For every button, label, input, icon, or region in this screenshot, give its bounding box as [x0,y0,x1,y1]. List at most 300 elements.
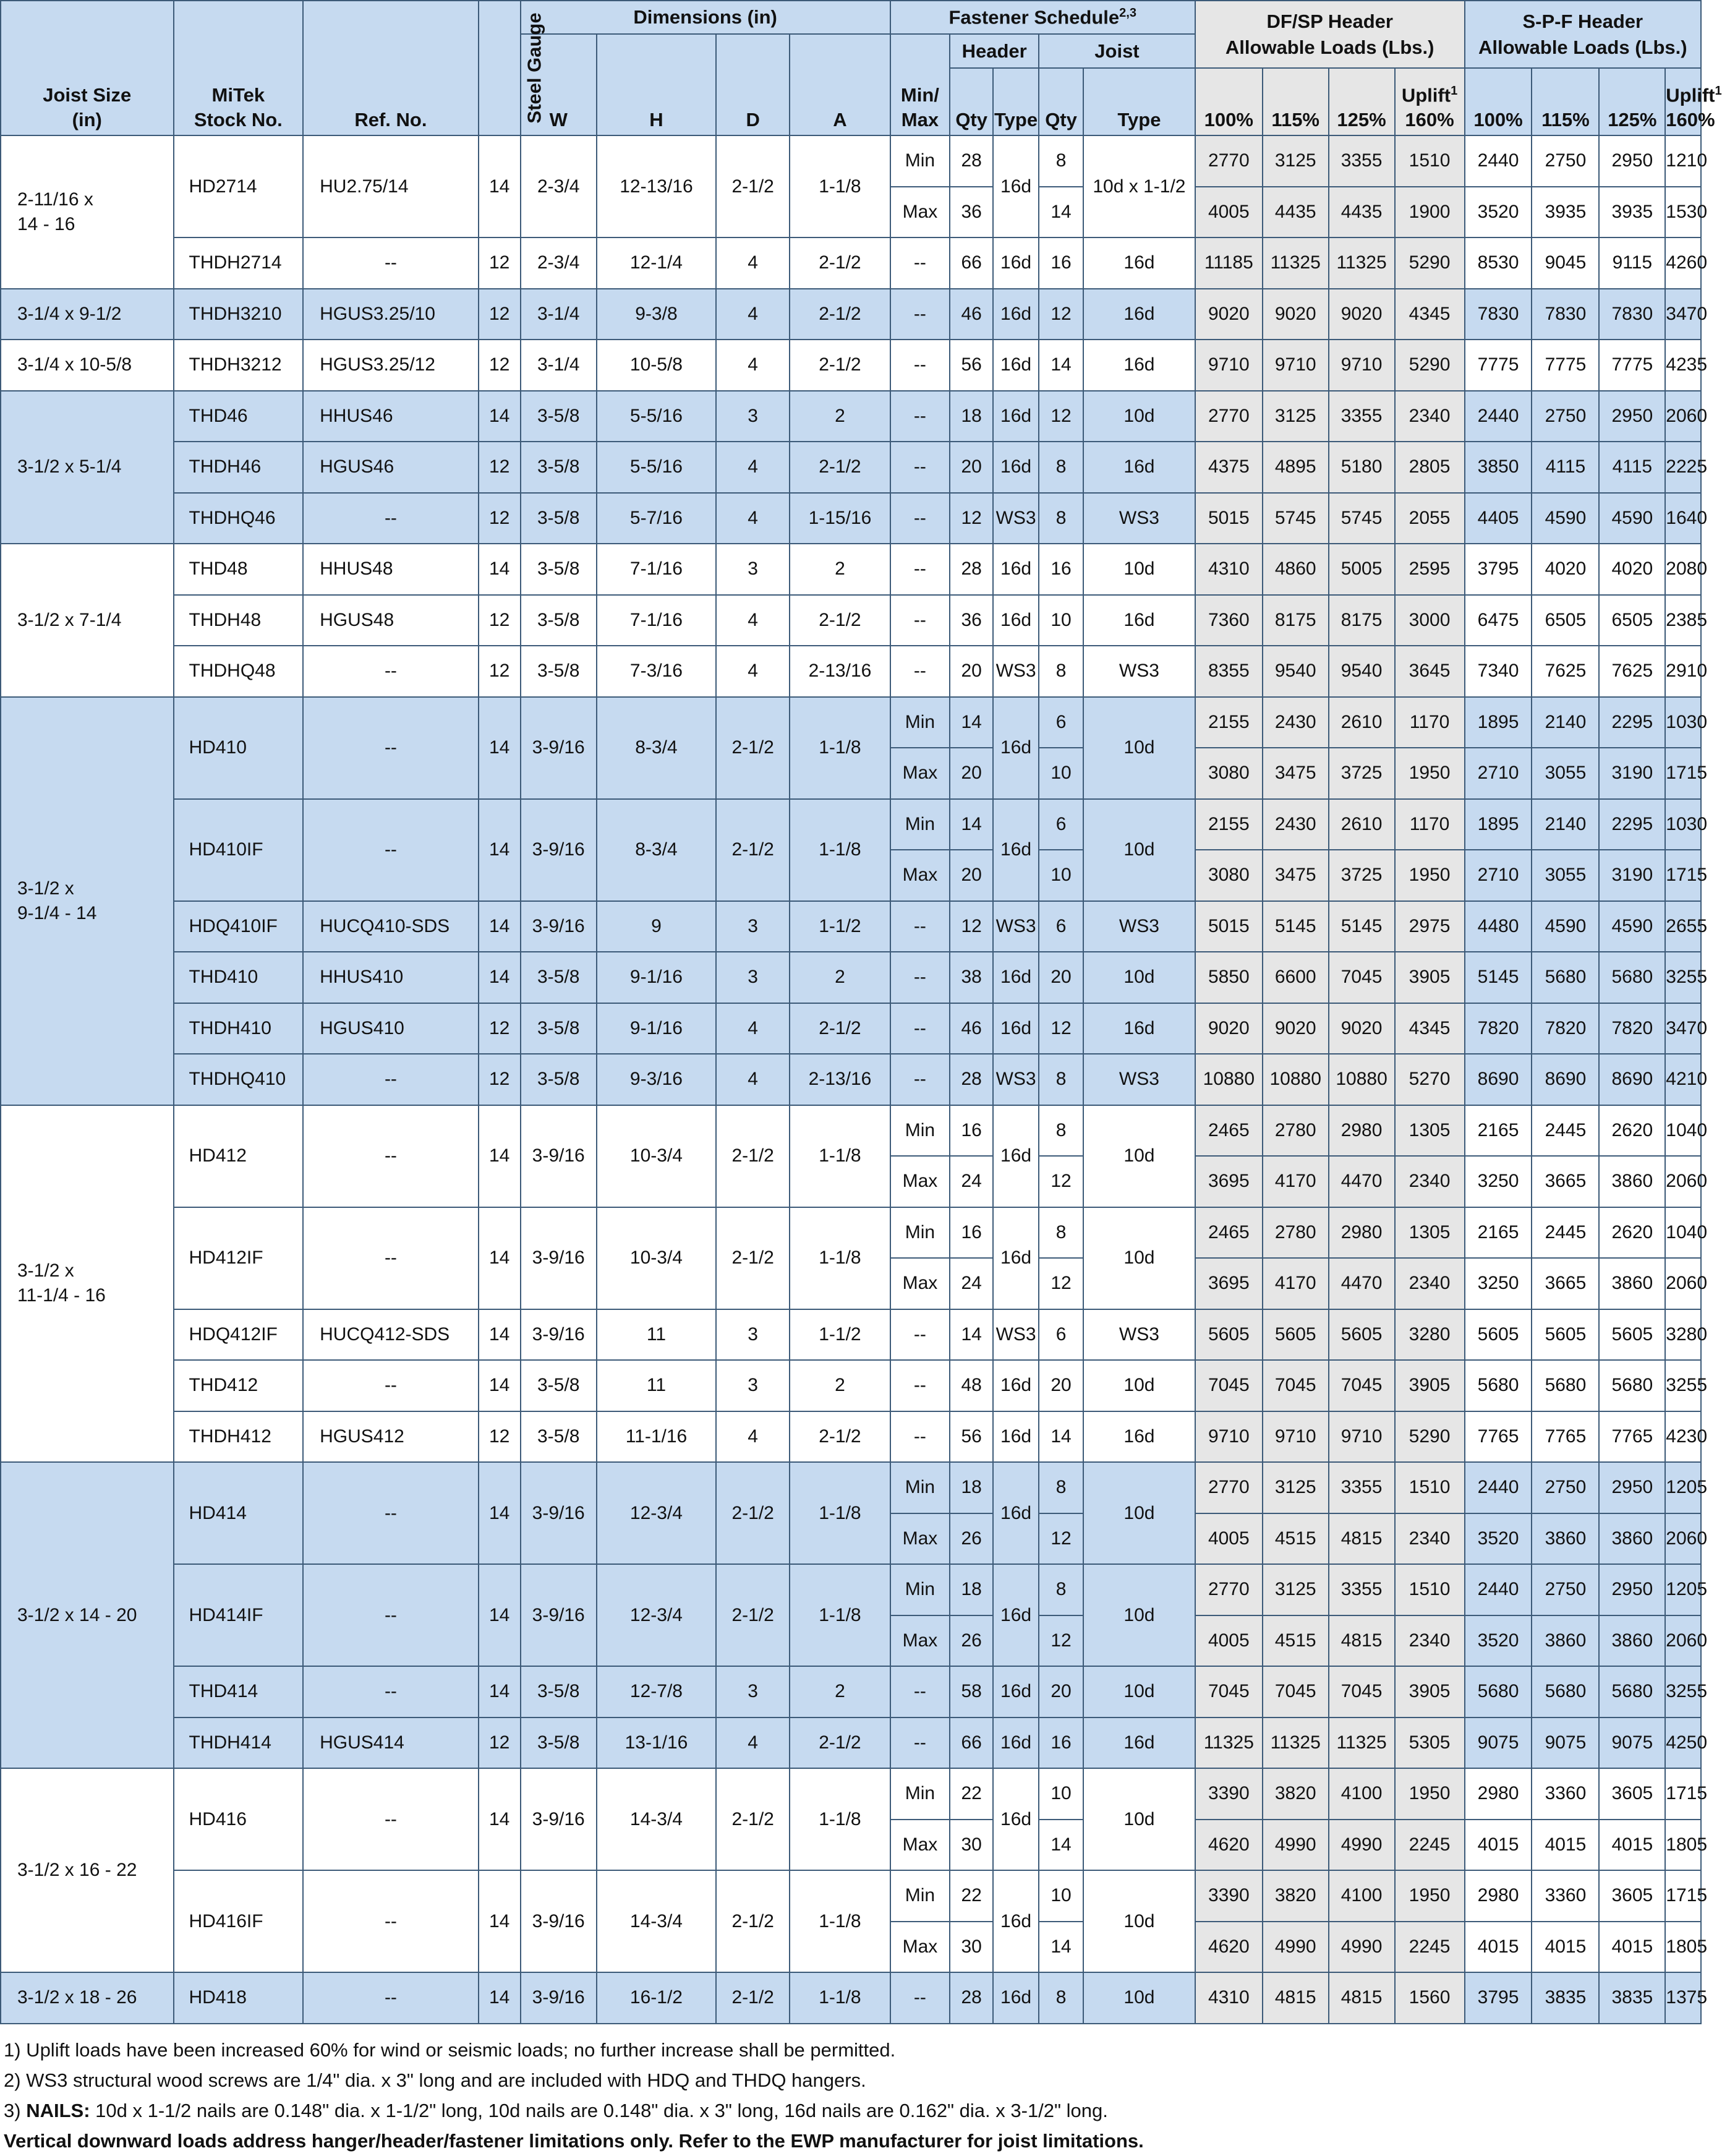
cell-df-uplift: 3280 [1395,1309,1465,1361]
cell-spf-uplift: 1715 [1665,1768,1701,1820]
cell-spf-125: 3605 [1599,1870,1665,1922]
cell-d: 3 [716,1360,790,1411]
cell-h: 12-3/4 [597,1462,716,1564]
cell-df-uplift: 3905 [1395,1666,1465,1718]
cell-steel-gauge: 14 [479,799,521,901]
cell-spf-100: 2980 [1465,1768,1532,1820]
cell-header-type: WS3 [993,1054,1039,1105]
cell-spf-100: 3520 [1465,1615,1532,1667]
cell-min-max: Min [890,1870,950,1922]
cell-h: 9-1/16 [597,952,716,1003]
cell-df-uplift: 1950 [1395,748,1465,799]
cell-spf-125: 5680 [1599,952,1665,1003]
cell-spf-125: 5605 [1599,1309,1665,1361]
col-joist-qty: Qty [1039,68,1083,135]
cell-joist-qty: 8 [1039,1564,1083,1615]
cell-df-115: 4170 [1263,1258,1329,1309]
cell-joist-type: 16d [1083,1718,1195,1769]
cell-joist-qty: 10 [1039,595,1083,646]
table-row [1,1054,1701,1105]
cell-joist-qty: 14 [1039,1922,1083,1973]
cell-df-uplift: 1950 [1395,850,1465,901]
cell-spf-100: 4015 [1465,1922,1532,1973]
cell-d: 4 [716,442,790,493]
cell-header-type: 16d [993,340,1039,391]
cell-steel-gauge: 14 [479,952,521,1003]
table-row [1,493,1701,544]
cell-df-125: 2980 [1329,1105,1395,1157]
cell-a: 2-1/2 [790,595,890,646]
cell-df-100: 2770 [1195,135,1263,187]
cell-w: 2-3/4 [521,135,597,237]
cell-d: 3 [716,1309,790,1361]
cell-ref-no: HGUS3.25/10 [303,289,479,340]
cell-min-max: Max [890,748,950,799]
cell-a: 1-1/8 [790,1870,890,1972]
cell-a: 2-13/16 [790,646,890,697]
cell-spf-100: 3850 [1465,442,1532,493]
cell-header-qty: 30 [950,1922,993,1973]
cell-spf-115: 3360 [1532,1768,1599,1820]
table-body [1,135,1708,2024]
cell-spf-100: 3795 [1465,544,1532,595]
cell-stock-no: HD2714 [174,135,304,237]
cell-h: 10-3/4 [597,1207,716,1309]
cell-ref-no: HUCQ410-SDS [303,901,479,952]
cell-df-100: 2770 [1195,1564,1263,1615]
cell-joist-qty: 20 [1039,952,1083,1003]
cell-steel-gauge: 14 [479,1462,521,1564]
cell-min-max: Min [890,1207,950,1259]
cell-df-125: 4470 [1329,1156,1395,1207]
cell-header-qty: 46 [950,289,993,340]
cell-spf-uplift: 1030 [1665,697,1701,748]
table-row [1,1003,1701,1054]
cell-joist-type: WS3 [1083,1054,1195,1105]
cell-df-115: 3820 [1263,1870,1329,1922]
cell-spf-100: 3250 [1465,1156,1532,1207]
cell-spf-uplift: 1530 [1665,187,1701,238]
cell-spf-125: 9075 [1599,1718,1665,1769]
cell-joist-qty: 10 [1039,850,1083,901]
cell-spf-100: 5145 [1465,952,1532,1003]
cell-min-max: Max [890,850,950,901]
cell-ref-no: -- [303,1054,479,1105]
cell-spf-115: 3835 [1532,1972,1599,2024]
cell-spf-125: 7775 [1599,340,1665,391]
cell-joist-size: 3-1/2 x 9-1/4 - 14 [1,697,174,1105]
cell-joist-qty: 8 [1039,493,1083,544]
group-spf-loads: S-P-F Header Allowable Loads (Lbs.) [1465,1,1701,68]
cell-spf-115: 4015 [1532,1922,1599,1973]
cell-stock-no: HD412 [174,1105,304,1207]
cell-min-max: Min [890,697,950,748]
cell-header-type: 16d [993,544,1039,595]
cell-header-type: 16d [993,391,1039,442]
cell-joist-size: 3-1/2 x 7-1/4 [1,544,174,697]
cell-joist-qty: 8 [1039,1105,1083,1157]
cell-df-100: 2770 [1195,391,1263,442]
cell-spf-100: 2165 [1465,1105,1532,1157]
cell-steel-gauge: 12 [479,289,521,340]
cell-h: 7-3/16 [597,646,716,697]
cell-joist-qty: 14 [1039,1411,1083,1463]
cell-spf-uplift: 4250 [1665,1718,1701,1769]
cell-spf-115: 2140 [1532,799,1599,850]
cell-joist-qty: 6 [1039,1309,1083,1361]
cell-h: 12-7/8 [597,1666,716,1718]
cell-ref-no: HHUS48 [303,544,479,595]
cell-w: 3-9/16 [521,1972,597,2024]
cell-spf-115: 2750 [1532,135,1599,187]
cell-h: 14-3/4 [597,1768,716,1870]
cell-header-type: 16d [993,135,1039,237]
cell-header-qty: 38 [950,952,993,1003]
cell-header-qty: 14 [950,697,993,748]
cell-spf-uplift: 1040 [1665,1207,1701,1259]
cell-header-type: 16d [993,952,1039,1003]
cell-joist-qty: 16 [1039,1718,1083,1769]
cell-header-qty: 18 [950,1462,993,1513]
cell-w: 3-5/8 [521,391,597,442]
cell-a: 2-1/2 [790,442,890,493]
table-row [1,1411,1701,1463]
cell-ref-no: HGUS412 [303,1411,479,1463]
cell-spf-115: 4020 [1532,544,1599,595]
table-row [1,1870,1701,1922]
cell-spf-uplift: 3255 [1665,952,1701,1003]
cell-h: 9-1/16 [597,1003,716,1054]
cell-df-115: 4990 [1263,1820,1329,1871]
cell-min-max: -- [890,1360,950,1411]
cell-steel-gauge: 14 [479,1105,521,1207]
cell-df-115: 2430 [1263,697,1329,748]
cell-header-qty: 48 [950,1360,993,1411]
cell-joist-qty: 12 [1039,1258,1083,1309]
cell-ref-no: HGUS46 [303,442,479,493]
cell-h: 8-3/4 [597,799,716,901]
col-df-100: 100% [1195,68,1263,135]
cell-header-qty: 58 [950,1666,993,1718]
cell-spf-uplift: 2225 [1665,442,1701,493]
cell-joist-type: 16d [1083,340,1195,391]
cell-min-max: -- [890,237,950,289]
cell-spf-uplift: 1640 [1665,493,1701,544]
cell-header-qty: 66 [950,1718,993,1769]
cell-spf-125: 2620 [1599,1105,1665,1157]
cell-joist-type: 16d [1083,1003,1195,1054]
cell-joist-qty: 14 [1039,340,1083,391]
cell-spf-uplift: 2910 [1665,646,1701,697]
cell-df-115: 7045 [1263,1666,1329,1718]
cell-stock-no: THD412 [174,1360,304,1411]
cell-steel-gauge: 14 [479,1309,521,1361]
cell-spf-uplift: 2060 [1665,391,1701,442]
cell-spf-115: 4590 [1532,493,1599,544]
cell-h: 11 [597,1309,716,1361]
cell-df-125: 3355 [1329,391,1395,442]
cell-header-qty: 56 [950,1411,993,1463]
cell-header-qty: 20 [950,442,993,493]
cell-df-115: 9710 [1263,1411,1329,1463]
table-row [1,1360,1701,1411]
cell-steel-gauge: 14 [479,901,521,952]
cell-joist-type: 10d [1083,1564,1195,1666]
cell-header-qty: 28 [950,1972,993,2024]
cell-min-max: -- [890,391,950,442]
cell-spf-125: 4015 [1599,1820,1665,1871]
cell-df-115: 4895 [1263,442,1329,493]
cell-d: 4 [716,1718,790,1769]
cell-a: 2 [790,391,890,442]
cell-a: 2-1/2 [790,237,890,289]
cell-df-100: 11185 [1195,237,1263,289]
cell-df-115: 2780 [1263,1105,1329,1157]
cell-stock-no: HDQ410IF [174,901,304,952]
col-ref-no: Ref. No. [303,1,479,135]
cell-min-max: -- [890,544,950,595]
cell-min-max: -- [890,1972,950,2024]
cell-a: 1-1/8 [790,799,890,901]
cell-stock-no: HD414 [174,1462,304,1564]
cell-min-max: Min [890,1105,950,1157]
cell-ref-no: -- [303,1666,479,1718]
cell-joist-type: 10d [1083,1462,1195,1564]
cell-spf-uplift: 3255 [1665,1666,1701,1718]
cell-h: 8-3/4 [597,697,716,799]
cell-df-uplift: 1510 [1395,135,1465,187]
cell-header-qty: 22 [950,1768,993,1820]
cell-spf-115: 3055 [1532,748,1599,799]
cell-df-uplift: 3905 [1395,952,1465,1003]
cell-w: 2-3/4 [521,237,597,289]
cell-spf-115: 7820 [1532,1003,1599,1054]
footnotes [0,2035,1705,2156]
cell-df-115: 4815 [1263,1972,1329,2024]
cell-spf-100: 2165 [1465,1207,1532,1259]
cell-spf-100: 3520 [1465,1513,1532,1565]
cell-df-125: 2610 [1329,799,1395,850]
table-row [1,340,1701,391]
cell-header-type: 16d [993,289,1039,340]
cell-a: 2 [790,952,890,1003]
cell-joist-qty: 12 [1039,391,1083,442]
cell-spf-115: 7765 [1532,1411,1599,1463]
cell-spf-115: 5680 [1532,952,1599,1003]
cell-a: 1-1/8 [790,1105,890,1207]
cell-df-100: 3390 [1195,1870,1263,1922]
cell-df-125: 7045 [1329,1360,1395,1411]
cell-joist-type: 10d [1083,1105,1195,1207]
cell-d: 2-1/2 [716,1207,790,1309]
cell-header-type: 16d [993,1462,1039,1564]
cell-stock-no: THD414 [174,1666,304,1718]
cell-steel-gauge: 12 [479,1411,521,1463]
col-a: A [790,34,890,135]
cell-spf-125: 2950 [1599,391,1665,442]
col-min-max: Min/ Max [890,34,950,135]
group-dfsp-loads: DF/SP Header Allowable Loads (Lbs.) [1195,1,1465,68]
cell-joist-type: WS3 [1083,493,1195,544]
cell-df-100: 4005 [1195,1615,1263,1667]
cell-df-uplift: 1510 [1395,1564,1465,1615]
col-df-125: 125% [1329,68,1395,135]
cell-header-type: 16d [993,442,1039,493]
cell-df-115: 9710 [1263,340,1329,391]
cell-df-100: 2155 [1195,697,1263,748]
cell-spf-100: 4480 [1465,901,1532,952]
cell-df-100: 4005 [1195,1513,1263,1565]
cell-min-max: -- [890,442,950,493]
cell-joist-type: 10d [1083,952,1195,1003]
table-header [1,1,1722,135]
cell-df-100: 9710 [1195,340,1263,391]
cell-joist-qty: 8 [1039,1972,1083,2024]
cell-spf-100: 7765 [1465,1411,1532,1463]
cell-df-125: 5005 [1329,544,1395,595]
cell-spf-125: 2295 [1599,697,1665,748]
cell-steel-gauge: 14 [479,1666,521,1718]
cell-spf-uplift: 1205 [1665,1564,1701,1615]
cell-min-max: Min [890,1768,950,1820]
cell-w: 3-5/8 [521,1003,597,1054]
cell-ref-no: -- [303,1870,479,1972]
cell-spf-115: 3935 [1532,187,1599,238]
cell-w: 3-9/16 [521,1870,597,1972]
cell-df-125: 9540 [1329,646,1395,697]
cell-spf-uplift: 3470 [1665,289,1701,340]
cell-h: 7-1/16 [597,595,716,646]
cell-header-qty: 28 [950,135,993,187]
cell-spf-125: 3860 [1599,1513,1665,1565]
cell-df-115: 11325 [1263,237,1329,289]
cell-spf-uplift: 1375 [1665,1972,1701,2024]
cell-spf-115: 3860 [1532,1513,1599,1565]
table-row [1,442,1701,493]
cell-joist-type: 10d [1083,391,1195,442]
cell-a: 2-1/2 [790,289,890,340]
cell-h: 5-5/16 [597,442,716,493]
cell-joist-qty: 12 [1039,1003,1083,1054]
cell-stock-no: HD416IF [174,1870,304,1972]
cell-df-125: 7045 [1329,952,1395,1003]
cell-header-qty: 20 [950,850,993,901]
cell-w: 3-5/8 [521,1411,597,1463]
cell-df-100: 9710 [1195,1411,1263,1463]
cell-min-max: -- [890,289,950,340]
cell-spf-uplift: 2080 [1665,544,1701,595]
cell-a: 2-1/2 [790,340,890,391]
cell-joist-type: 16d [1083,1411,1195,1463]
cell-joist-type: 16d [1083,442,1195,493]
cell-h: 5-5/16 [597,391,716,442]
cell-stock-no: THDH2714 [174,237,304,289]
cell-min-max: -- [890,493,950,544]
cell-joist-type: 10d [1083,1768,1195,1870]
cell-df-100: 2465 [1195,1105,1263,1157]
col-df-uplift: Uplift$^1$ 160% [1395,68,1465,135]
cell-joist-qty: 10 [1039,1870,1083,1922]
cell-stock-no: THD46 [174,391,304,442]
cell-spf-100: 3520 [1465,187,1532,238]
cell-df-uplift: 2340 [1395,1513,1465,1565]
cell-min-max: Min [890,135,950,187]
cell-stock-no: HD416 [174,1768,304,1870]
table-row [1,1564,1701,1615]
cell-df-100: 3695 [1195,1258,1263,1309]
cell-df-uplift: 3645 [1395,646,1465,697]
cell-spf-uplift: 2060 [1665,1513,1701,1565]
group-dimensions: Dimensions (in) [521,1,890,34]
cell-joist-size: 3-1/2 x 14 - 20 [1,1462,174,1768]
cell-df-100: 4375 [1195,442,1263,493]
cell-df-115: 9020 [1263,1003,1329,1054]
cell-header-type: 16d [993,1411,1039,1463]
cell-df-115: 3125 [1263,1564,1329,1615]
cell-header-type: 16d [993,1564,1039,1666]
cell-df-115: 3475 [1263,748,1329,799]
cell-ref-no: -- [303,237,479,289]
cell-df-uplift: 2340 [1395,1258,1465,1309]
cell-spf-115: 6505 [1532,595,1599,646]
cell-min-max: -- [890,1054,950,1105]
cell-header-type: 16d [993,1870,1039,1972]
cell-w: 3-9/16 [521,1768,597,1870]
cell-a: 1-1/2 [790,901,890,952]
cell-joist-type: 10d [1083,1870,1195,1972]
cell-a: 2-1/2 [790,1411,890,1463]
cell-df-115: 4515 [1263,1615,1329,1667]
col-steel-gauge: Steel Gauge [479,1,521,135]
table-row [1,1105,1701,1157]
cell-joist-type: 10d [1083,697,1195,799]
cell-df-100: 7045 [1195,1360,1263,1411]
cell-spf-uplift: 1040 [1665,1105,1701,1157]
cell-df-125: 8175 [1329,595,1395,646]
cell-spf-115: 2140 [1532,697,1599,748]
cell-steel-gauge: 12 [479,646,521,697]
col-joist-type: Type [1083,68,1195,135]
cell-steel-gauge: 12 [479,493,521,544]
cell-d: 2-1/2 [716,1972,790,2024]
cell-df-115: 2780 [1263,1207,1329,1259]
cell-d: 3 [716,391,790,442]
cell-df-115: 11325 [1263,1718,1329,1769]
cell-h: 12-1/4 [597,237,716,289]
cell-header-type: 16d [993,1207,1039,1309]
cell-spf-100: 5605 [1465,1309,1532,1361]
table-row [1,595,1701,646]
cell-header-qty: 18 [950,1564,993,1615]
table-row [1,391,1701,442]
cell-joist-type: 10d [1083,1360,1195,1411]
cell-min-max: -- [890,1411,950,1463]
cell-steel-gauge: 14 [479,1360,521,1411]
cell-joist-qty: 12 [1039,1156,1083,1207]
cell-w: 3-9/16 [521,799,597,901]
cell-joist-qty: 6 [1039,799,1083,850]
cell-header-qty: 24 [950,1258,993,1309]
cell-df-125: 10880 [1329,1054,1395,1105]
cell-a: 1-15/16 [790,493,890,544]
cell-spf-115: 4590 [1532,901,1599,952]
table-row [1,135,1701,187]
cell-spf-uplift: 2060 [1665,1615,1701,1667]
cell-d: 2-1/2 [716,1564,790,1666]
cell-df-125: 3725 [1329,748,1395,799]
cell-df-uplift: 1950 [1395,1768,1465,1820]
cell-d: 3 [716,544,790,595]
